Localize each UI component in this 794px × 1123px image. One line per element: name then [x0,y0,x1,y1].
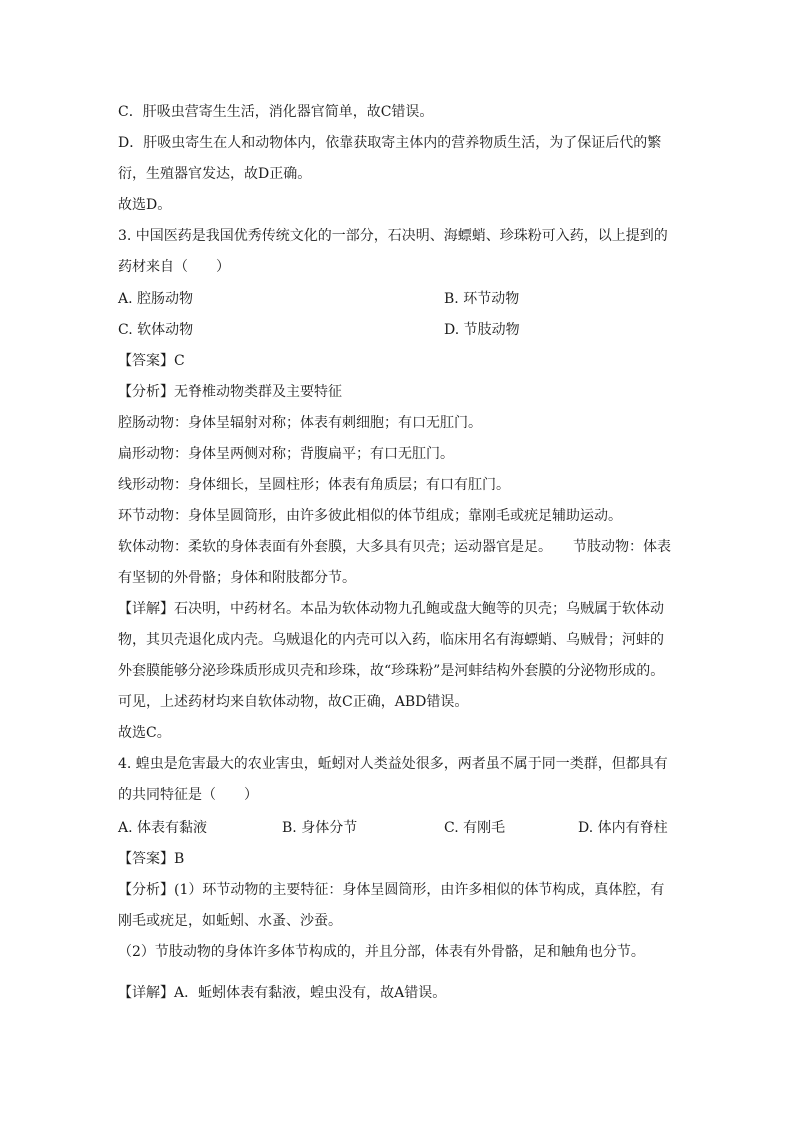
q4-option-b: B. 身体分节 [282,820,358,836]
text-line: 软体动物：柔软的身体表面有外套膜，大多具有贝壳；运动器官是足。 节肢动物：体表 [118,539,671,555]
text-line: 刚毛或疣足，如蚯蚓、水蚤、沙蚕。 [118,913,342,929]
text-line: D．肝吸虫寄生在人和动物体内，依靠获取寄主体内的营养物质生活，为了保证后代的繁 [118,135,662,151]
text-line: 物，其贝壳退化成内壳。乌贼退化的内壳可以入药，临床用名有海螵蛸、乌贼骨；河蚌的 [118,632,664,648]
q4-option-c: C. 有刚毛 [444,820,506,836]
analysis-line: 【分析】(1）环节动物的主要特征：身体呈圆筒形，由许多相似的体节构成，真体腔，有 [118,882,665,898]
text-line: 环节动物：身体呈圆筒形，由许多彼此相似的体节组成；靠刚毛或疣足辅助运动。 [118,508,622,524]
q3-option-b: B. 环节动物 [444,291,520,307]
text-line: （2）节肢动物的身体许多体节构成的，并且分部，体表有外骨骼，足和触角也分节。 [118,944,645,960]
text-line: C．肝吸虫营寄生生活，消化器官简单，故C错误。 [118,104,434,120]
text-line: 外套膜能够分泌珍珠质形成贝壳和珍珠，故“珍珠粉”是河蚌结构外套膜的分泌物形成的。 [118,663,665,679]
question-4-stem: 的共同特征是（ ） [118,787,258,803]
detail-line: 【详解】A．蚯蚓体表有黏液，蝗虫没有，故A错误。 [118,985,447,1001]
text-line: 可见，上述药材均来自软体动物，故C正确，ABD错误。 [118,694,469,710]
q4-option-a: A. 体表有黏液 [118,820,208,836]
text-line: 扁形动物：身体呈两侧对称；背腹扁平；有口无肛门。 [118,446,454,462]
detail-line: 【详解】石决明，中药材名。本品为软体动物九孔鲍或盘大鲍等的贝壳；乌贼属于软体动 [118,601,664,617]
question-4-stem: 4. 蝗虫是危害最大的农业害虫，蚯蚓对人类益处很多，两者虽不属于同一类群，但都具有 [118,756,668,772]
text-line: 故选C。 [118,725,171,741]
analysis-heading: 【分析】无脊椎动物类群及主要特征 [118,384,342,400]
q3-option-a: A. 腔肠动物 [118,291,194,307]
text-line: 有坚韧的外骨骼；身体和附肢都分节。 [118,570,356,586]
q3-option-d: D. 节肢动物 [444,322,520,338]
text-line: 衍，生殖器官发达，故D正确。 [118,166,312,182]
question-3-stem: 药材来自（ ） [118,259,230,275]
text-line: 腔肠动物：身体呈辐射对称；体表有刺细胞；有口无肛门。 [118,415,482,431]
question-3-stem: 3. 中国医药是我国优秀传统文化的一部分，石决明、海螵蛸、珍珠粉可入药，以上提到的 [118,228,668,244]
answer-line: 【答案】B [118,851,185,867]
q4-option-d: D. 体内有脊柱 [578,820,668,836]
q3-option-c: C. 软体动物 [118,322,194,338]
answer-line: 【答案】C [118,353,185,369]
text-line: 故选D。 [118,197,172,213]
text-line: 线形动物：身体细长，呈圆柱形；体表有角质层；有口有肛门。 [118,477,510,493]
